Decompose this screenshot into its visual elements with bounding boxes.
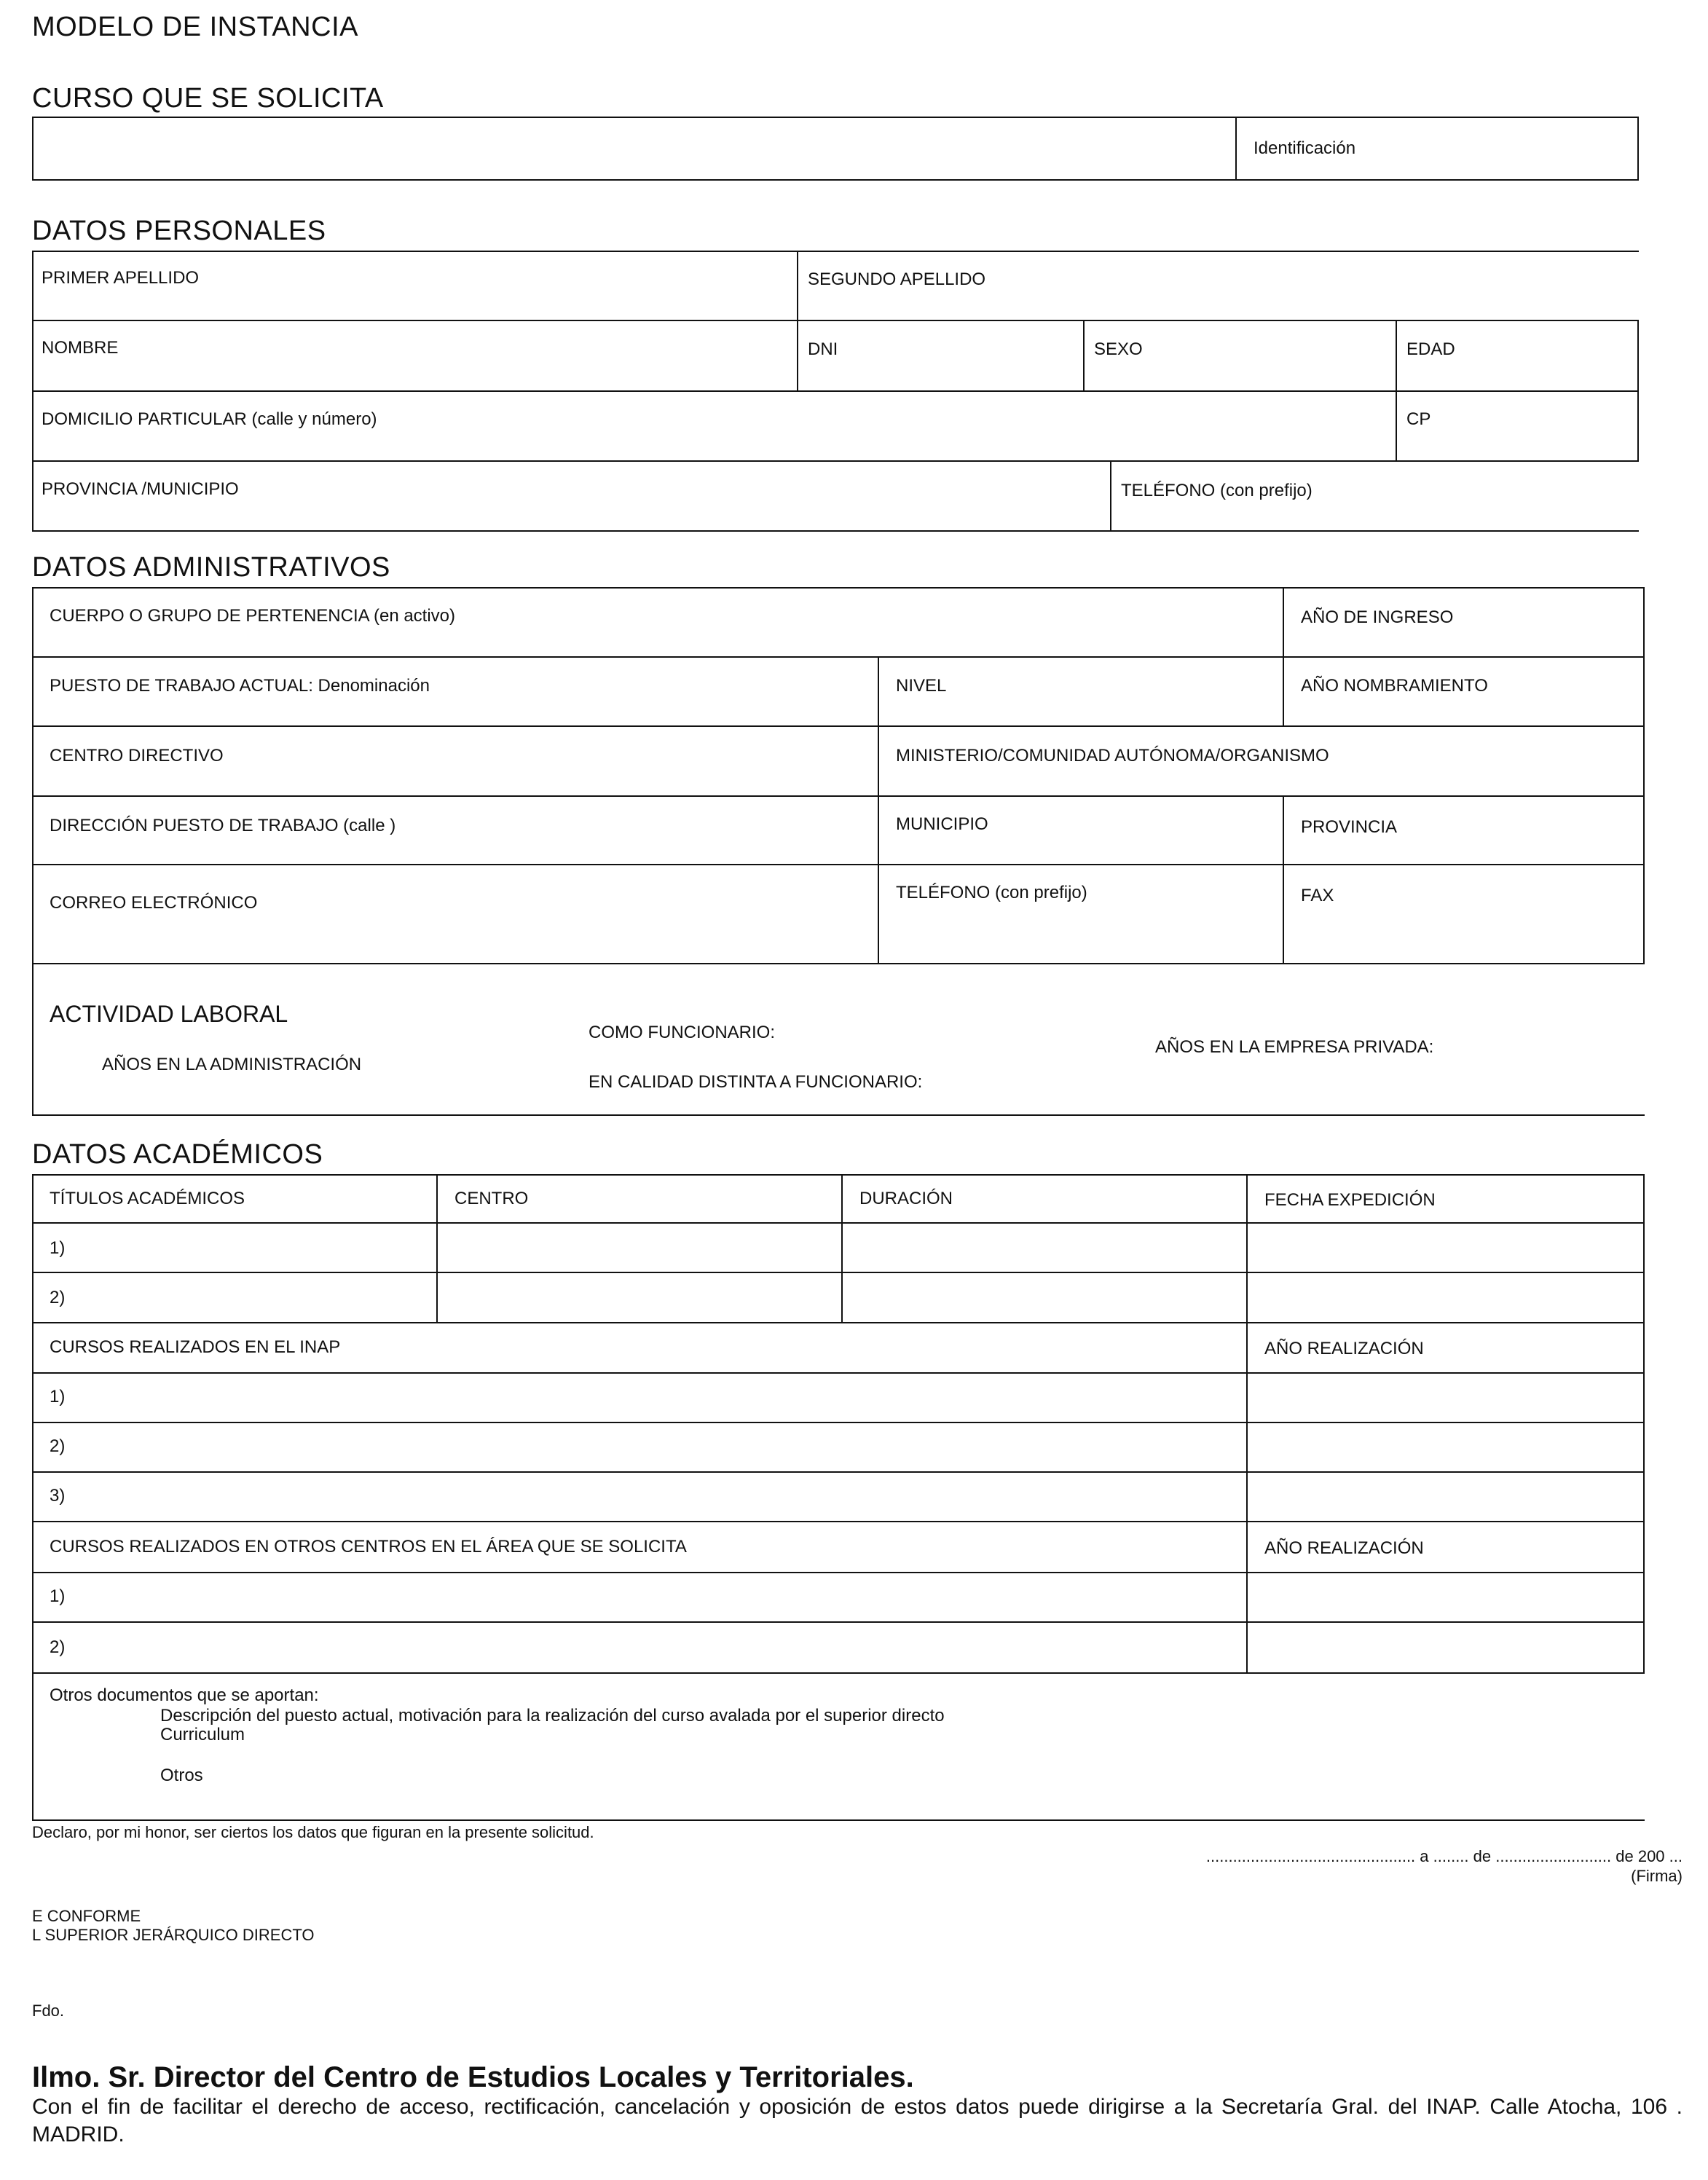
divider <box>32 725 1645 727</box>
cursos-otros-label: CURSOS REALIZADOS EN OTROS CENTROS EN EL ÁREA QUE SE SOLICITA <box>50 1537 687 1557</box>
fdo-label[interactable]: Fdo. <box>32 2002 65 2020</box>
divider <box>32 864 1645 865</box>
identificacion-field[interactable]: Identificación <box>1254 138 1356 158</box>
divider <box>32 587 34 1116</box>
col-duracion-header: DURACIÓN <box>859 1189 953 1208</box>
divider <box>32 530 1639 532</box>
divider <box>32 1174 1645 1176</box>
divider <box>32 1521 1645 1522</box>
divider <box>1637 320 1639 460</box>
table-row[interactable]: 1) <box>50 1238 66 1258</box>
curso-field[interactable] <box>34 118 1235 179</box>
divider <box>797 251 798 391</box>
divider <box>1235 118 1237 179</box>
divider <box>32 587 1645 589</box>
divider <box>32 1114 1645 1116</box>
divider <box>841 1174 843 1322</box>
divider <box>1283 795 1284 963</box>
director-title: Ilmo. Sr. Director del Centro de Estudios Locales y Territoriales. <box>32 2061 914 2093</box>
col-fecha-header: FECHA EXPEDICIÓN <box>1264 1190 1436 1210</box>
datos-administrativos-heading: DATOS ADMINISTRATIVOS <box>32 552 390 583</box>
datos-personales-grid <box>32 251 1639 531</box>
superior-label: L SUPERIOR JERÁRQUICO DIRECTO <box>32 1926 315 1944</box>
doc-descripcion-option[interactable]: Descripción del puesto actual, motivación para la realización del curso avalada por el superior directo <box>160 1706 945 1725</box>
divider <box>1396 320 1397 460</box>
privacy-note: Con el fin de facilitar el derecho de acceso, rectificación, cancelación y oposición de estos datos puede dirigirse a la Secretaría Gral. del INAP. Calle Atocha, 106 . MADRID. <box>32 2095 1683 2146</box>
nombre-field[interactable]: NOMBRE <box>42 338 119 358</box>
divider <box>32 1372 1645 1374</box>
divider <box>1110 460 1111 531</box>
col-titulos-header: TÍTULOS ACADÉMICOS <box>50 1189 245 1208</box>
table-row[interactable]: 3) <box>50 1486 66 1506</box>
segundo-apellido-field[interactable]: SEGUNDO APELLIDO <box>808 269 986 289</box>
fecha-firma-line[interactable]: ............................................... a ........ de .......................... de 200 ... <box>1205 1847 1683 1865</box>
divider <box>32 1819 1645 1821</box>
como-funcionario-field[interactable]: COMO FUNCIONARIO: <box>589 1023 775 1042</box>
curso-heading: CURSO QUE SE SOLICITA <box>32 83 384 114</box>
divider <box>1283 587 1284 725</box>
conforme-label: E CONFORME <box>32 1907 141 1925</box>
divider <box>436 1174 438 1322</box>
telefono-trabajo-field[interactable]: TELÉFONO (con prefijo) <box>896 883 1087 902</box>
cuerpo-field[interactable]: CUERPO O GRUPO DE PERTENENCIA (en activo) <box>50 606 456 626</box>
table-row[interactable]: 2) <box>50 1436 66 1456</box>
telefono-field[interactable]: TELÉFONO (con prefijo) <box>1121 481 1313 500</box>
empresa-privada-field[interactable]: AÑOS EN LA EMPRESA PRIVADA: <box>1155 1037 1434 1057</box>
cp-field[interactable]: CP <box>1406 409 1431 429</box>
datos-academicos-grid <box>32 1174 1645 1821</box>
divider <box>32 1471 1645 1473</box>
divider <box>32 963 1645 964</box>
page-title: MODELO DE INSTANCIA <box>32 12 358 42</box>
table-row[interactable]: 2) <box>50 1288 66 1307</box>
provincia-field[interactable]: PROVINCIA <box>1301 817 1398 837</box>
table-row[interactable]: 1) <box>50 1586 66 1606</box>
anio-realizacion-header: AÑO REALIZACIÓN <box>1264 1339 1424 1358</box>
divider <box>32 320 1639 321</box>
divider <box>1643 587 1645 964</box>
provincia-municipio-field[interactable]: PROVINCIA /MUNICIPIO <box>42 479 239 499</box>
dni-field[interactable]: DNI <box>808 339 838 359</box>
datos-administrativos-grid <box>32 587 1645 1117</box>
calidad-distinta-field[interactable]: EN CALIDAD DISTINTA A FUNCIONARIO: <box>589 1072 923 1092</box>
edad-field[interactable]: EDAD <box>1406 339 1455 359</box>
divider <box>32 795 1645 797</box>
curso-box <box>32 117 1639 181</box>
correo-field[interactable]: CORREO ELECTRÓNICO <box>50 893 258 913</box>
col-centro-header: CENTRO <box>454 1189 529 1208</box>
divider <box>32 1621 1645 1623</box>
doc-curriculum-option[interactable]: Curriculum <box>160 1725 245 1744</box>
table-row[interactable]: 1) <box>50 1387 66 1406</box>
divider <box>32 1422 1645 1423</box>
divider <box>32 656 1645 658</box>
declaracion-text: Declaro, por mi honor, ser ciertos los datos que figuran en la presente solicitud. <box>32 1823 594 1841</box>
anio-ingreso-field[interactable]: AÑO DE INGRESO <box>1301 607 1454 627</box>
cursos-inap-label: CURSOS REALIZADOS EN EL INAP <box>50 1337 341 1357</box>
ministerio-field[interactable]: MINISTERIO/COMUNIDAD AUTÓNOMA/ORGANISMO <box>896 746 1329 766</box>
divider <box>32 1322 1645 1323</box>
divider <box>32 1222 1645 1224</box>
divider <box>32 1272 1645 1273</box>
actividad-laboral-label: ACTIVIDAD LABORAL <box>50 1001 288 1027</box>
municipio-field[interactable]: MUNICIPIO <box>896 814 988 834</box>
datos-personales-heading: DATOS PERSONALES <box>32 216 326 246</box>
anio-nombramiento-field[interactable]: AÑO NOMBRAMIENTO <box>1301 676 1488 696</box>
sexo-field[interactable]: SEXO <box>1094 339 1143 359</box>
divider <box>878 656 879 963</box>
anio-realizacion-header: AÑO REALIZACIÓN <box>1264 1538 1424 1558</box>
divider <box>1083 320 1085 390</box>
datos-academicos-heading: DATOS ACADÉMICOS <box>32 1139 323 1170</box>
nivel-field[interactable]: NIVEL <box>896 676 947 696</box>
divider <box>32 251 1639 252</box>
divider <box>32 1672 1645 1674</box>
domicilio-field[interactable]: DOMICILIO PARTICULAR (calle y número) <box>42 409 377 429</box>
firma-label: (Firma) <box>1631 1867 1683 1885</box>
divider <box>32 460 1639 462</box>
table-row[interactable]: 2) <box>50 1637 66 1657</box>
centro-directivo-field[interactable]: CENTRO DIRECTIVO <box>50 746 224 766</box>
divider <box>1246 1174 1248 1672</box>
anios-administracion-label: AÑOS EN LA ADMINISTRACIÓN <box>102 1055 362 1074</box>
doc-otros-option[interactable]: Otros <box>160 1766 203 1785</box>
direccion-field[interactable]: DIRECCIÓN PUESTO DE TRABAJO (calle ) <box>50 816 396 835</box>
primer-apellido-field[interactable]: PRIMER APELLIDO <box>42 268 200 288</box>
puesto-field[interactable]: PUESTO DE TRABAJO ACTUAL: Denominación <box>50 676 430 696</box>
divider <box>32 1572 1645 1573</box>
otros-documentos-label: Otros documentos que se aportan: <box>50 1685 319 1705</box>
divider <box>1643 1174 1645 1674</box>
fax-field[interactable]: FAX <box>1301 886 1334 905</box>
divider <box>32 390 1639 392</box>
